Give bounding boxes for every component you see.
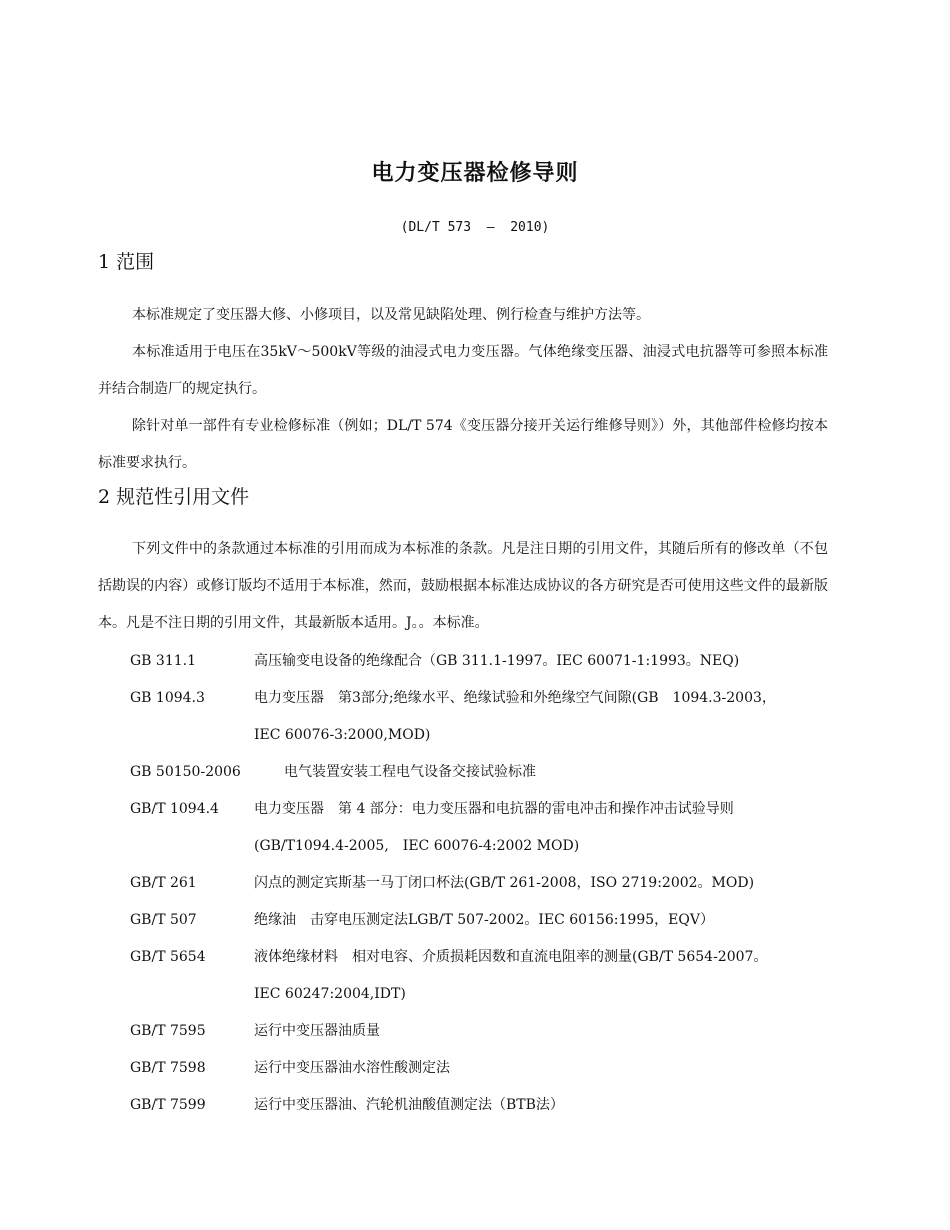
reference-code: GB/T 7595 bbox=[130, 1023, 206, 1039]
reference-title bbox=[254, 939, 830, 1013]
section-1-paragraph: 本标准适用于电压在35kV～500kV等级的油浸式电力变压器。气体绝缘变压器、油浸式电抗器等可参照本标准并结合制造厂的规定执行。 bbox=[98, 344, 828, 397]
reference-code: GB/T 1094.4 bbox=[130, 801, 219, 817]
reference-title bbox=[254, 902, 830, 939]
section-2-heading: 2 规范性引用文件 bbox=[98, 486, 250, 508]
standard-code: (DL/T 573 – 2010) bbox=[400, 220, 550, 235]
reference-title-line: IEC 60247:2004,IDT) bbox=[254, 986, 406, 1002]
section-1-paragraph: 除针对单一部件有专业检修标准（例如；DL/T 574《变压器分接开关运行维修导则》）外，其他部件检修均按本标准要求执行。 bbox=[98, 418, 828, 471]
reference-code: GB/T 261 bbox=[130, 875, 197, 891]
section-1-paragraph: 本标准规定了变压器大修、小修项目，以及常见缺陷处理、例行检查与维护方法等。 bbox=[132, 307, 650, 323]
reference-title-line: 电气装置安装工程电气设备交接试验标准 bbox=[284, 764, 536, 780]
reference-title bbox=[254, 791, 830, 865]
reference-code: GB/T 7599 bbox=[130, 1097, 206, 1113]
reference-title-line: 运行中变压器油、汽轮机油酸值测定法（BTB法） bbox=[254, 1097, 564, 1113]
reference-code: GB/T 507 bbox=[130, 912, 197, 928]
reference-title-line: 闪点的测定宾斯基一马丁闭口杯法(GB/T 261-2008，ISO 2719:2002。MOD) bbox=[254, 875, 755, 891]
reference-title-line: 运行中变压器油质量 bbox=[254, 1023, 380, 1039]
reference-title bbox=[254, 643, 830, 680]
reference-code: GB 50150-2006 bbox=[130, 764, 241, 780]
reference-title-line: IEC 60076-3:2000,MOD) bbox=[254, 727, 431, 743]
reference-code: GB 1094.3 bbox=[130, 690, 205, 706]
reference-title bbox=[284, 754, 860, 791]
section-2-paragraph: 下列文件中的条款通过本标准的引用而成为本标准的条款。凡是注日期的引用文件，其随后所有的修改单（不包括勘误的内容）或修订版均不适用于本标准，然而，鼓励根据本标准达成协议的各方研究是否可使用这些文件的最新版本。凡是不注日期的引用文件，其最新版本适用。J。。本标准。 bbox=[98, 541, 828, 631]
reference-title-line: 绝缘油 击穿电压测定法LGB/T 507-2002。IEC 60156:1995，EQV） bbox=[254, 912, 714, 928]
reference-code: GB/T 7598 bbox=[130, 1060, 206, 1076]
reference-code: GB 311.1 bbox=[130, 653, 197, 669]
reference-title-line: 电力变压器 第3部分;绝缘水平、绝缘试验和外绝缘空气间隙(GB 1094.3-2003， bbox=[254, 690, 776, 706]
reference-code: GB/T 5654 bbox=[130, 949, 206, 965]
reference-title-line: 运行中变压器油水溶性酸测定法 bbox=[254, 1060, 450, 1076]
reference-title bbox=[254, 680, 830, 754]
reference-title bbox=[254, 865, 830, 902]
reference-title-line: (GB/T1094.4-2005, IEC 60076-4:2002 MOD) bbox=[254, 838, 580, 854]
reference-title-line: 液体绝缘材料 相对电容、介质损耗因数和直流电阻率的测量(GB/T 5654-2007。 bbox=[254, 949, 768, 965]
document-title: 电力变压器检修导则 bbox=[371, 161, 579, 186]
reference-title bbox=[254, 1087, 830, 1124]
reference-title-line: 电力变压器 第 4 部分：电力变压器和电抗器的雷电冲击和操作冲击试验导则 bbox=[254, 801, 734, 817]
reference-title-line: 高压输变电设备的绝缘配合（GB 311.1-1997。IEC 60071-1:1993。NEQ) bbox=[254, 653, 740, 669]
reference-title bbox=[254, 1013, 830, 1050]
reference-title bbox=[254, 1050, 830, 1087]
section-1-heading: 1 范围 bbox=[98, 251, 155, 273]
